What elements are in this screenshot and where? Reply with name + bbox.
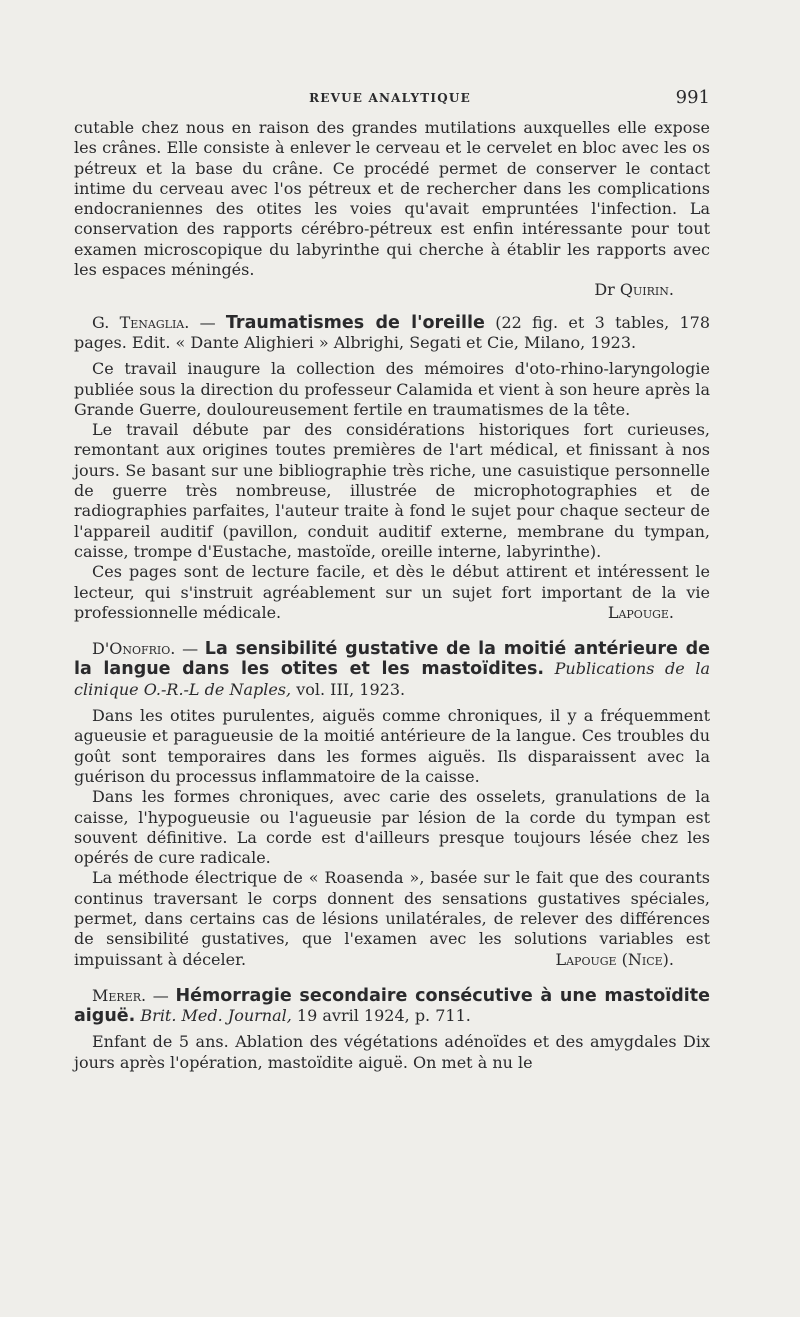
review2-dash: — [189,312,226,332]
review2-citation: (22 fig. et 3 tables, 178 pages. Edit. « Dante Alighieri » Albrighi, Segati et Cie, Milano, 1923. [74,312,710,352]
section-gap [74,970,710,986]
review4-citation-rest: 19 avril 1924, p. 711. [291,1006,471,1026]
text-column [74,118,710,1073]
review2-author: G. Tenaglia. [92,312,190,332]
review1-paragraph: cutable chez nous en raison des grandes mutilations auxquelles elle expose les crânes. Elle consiste à enlever le cerveau et le cervelet en bloc avec les os pétreux et la base du crâne. Ce procédé permet de conserver le contact intime du cerveau avec l'os pétreux et de rechercher dans les complications endocraniennes des otites les voies qu'avait empruntées l'infection. La conservation des rapports cérébro-pétreux est enfin intéressante pour tout examen microscopique du labyrinthe qui cherche à établir les rapports avec les espaces méningés. [74,118,710,280]
review3-author: D'Onofrio. [92,639,176,659]
review3-citation-rest: vol. III, 1923. [291,679,406,699]
review3-paragraph: Dans les otites purulentes, aiguës comme chroniques, il y a fréquemment agueusie et paragueusie de la moitié antérieure de la langue. Ces troubles du goût sont temporaires dans les formes aiguës. Ils disparaissent avec la guérison du processus inflammatoire de la caisse. [74,706,710,786]
review4-dash: — [146,985,176,1005]
review1-signature-prefix: Dr [594,280,615,300]
review2-paragraph-text: Ces pages sont de lecture facile, et dès le début attirent et intéressent le lecteur, qui s'instruit agréablement sur un sujet fort important de la vie professionnelle médicale. [74,562,710,622]
review2-paragraph-last [74,562,710,623]
page-header [70,87,710,111]
review1-signature-name: Quirin. [619,280,674,300]
review3-heading [74,639,710,700]
review3-signature: Lapouge (Nice). [555,949,674,969]
review2-heading [74,313,710,354]
section-gap [74,623,710,639]
running-title: REVUE ANALYTIQUE [309,91,471,105]
review2-paragraph: Ce travail inaugure la collection des mémoires d'oto-rhino-laryngologie publiée sous la direction du professeur Calamida et vient à son heure après la Grande Guerre, douloureusement fertile en traumatismes de la tête. [74,359,710,419]
review2-paragraph: Le travail débute par des considérations historiques fort curieuses, remontant aux origines toutes premières de l'art médical, et finissant à nos jours. Se basant sur une bibliographie très riche, une casuistique personnelle de guerre très nombreuse, illustrée de microphotographies et de radiographies parfaites, l'auteur traite à fond le sujet pour chaque secteur de l'appareil auditif (pavillon, conduit auditif externe, membrane du tympan, caisse, trompe d'Eustache, mastoïde, oreille interne, labyrinthe). [74,420,710,561]
review4-title: Hémorragie secondaire consécutive à une mastoïdite aiguë. [74,985,710,1027]
review1-signature [74,280,710,300]
review3-title: La sensibilité gustative de la moitié antérieure de la langue dans les otites et les mastoïdites. [74,639,710,680]
review3-paragraph: Dans les formes chroniques, avec carie des osselets, granulations de la caisse, l'hypogueusie ou l'agueusie par lésion de la corde du tympan est souvent définitive. La corde est d'ailleurs presque toujours lésée chez les opérés de cure radicale. [74,787,710,868]
review4-citation-journal: Brit. Med. Journal, [140,1006,292,1026]
section-gap [74,301,710,313]
review3-citation-journal: Publications de la clinique O.-R.-L de Naples, [74,659,711,699]
review2-signature: Lapouge. [607,602,674,622]
review4-author: Merer. [92,985,147,1005]
page-number: 991 [675,87,710,108]
review4-paragraph: Enfant de 5 ans. Ablation des végétations adénoïdes et des amygdales Dix jours après l'opération, mastoïdite aiguë. On met à nu le [74,1032,710,1072]
review3-paragraph-text: La méthode électrique de « Roasenda », basée sur le fait que des courants continus traversant le corps donnent des sensations gustatives spéciales, permet, dans certains cas de lésions unilatérales, de relever des différences de sensibilité gustatives, que l'examen avec les solutions variables est impuissant à déceler. [74,868,710,969]
review3-dash: — [175,639,205,659]
review3-paragraph-last [74,868,710,969]
review2-title: Traumatismes de l'oreille [225,312,485,333]
review4-heading [74,986,710,1027]
